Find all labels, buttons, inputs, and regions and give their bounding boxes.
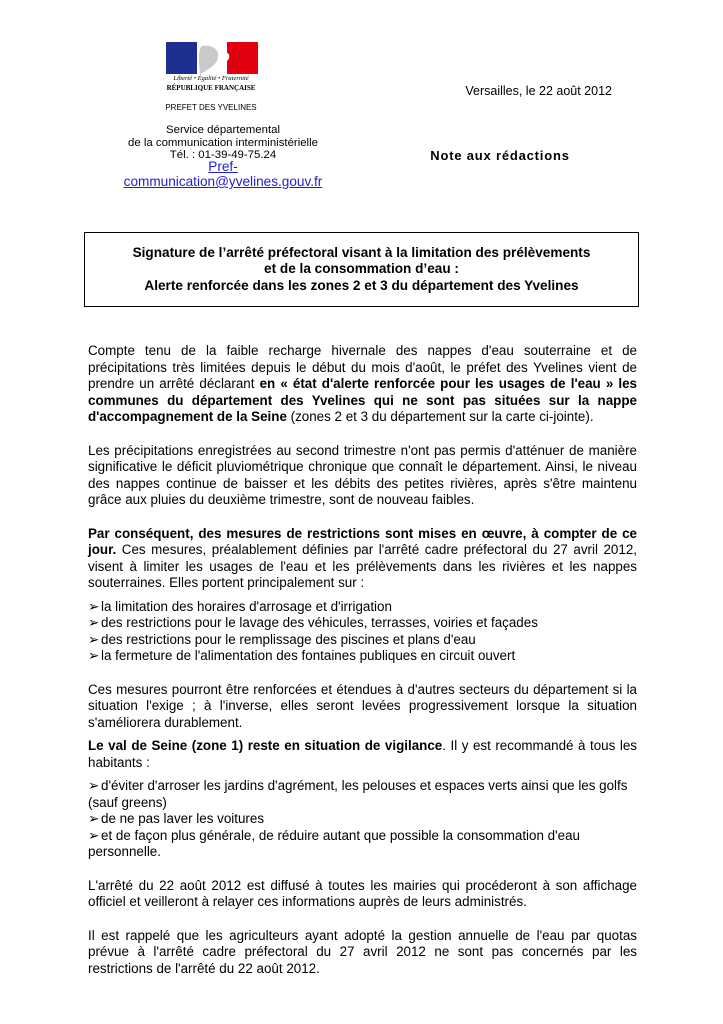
arrow-bullet-icon: ➢ [88,615,100,630]
p3-text: Ces mesures, préalablement définies par l'arrêté cadre préfectoral du 27 avril 2012, visent à limiter les usages de l'eau et les prélèvements dans les rivières et les nappes souterraines. Elles portent principalement sur : [88,542,637,590]
p1-text-end: (zones 2 et 3 du département sur la carte ci-jointe). [286,409,594,424]
paragraph-2: Les précipitations enregistrées au second trimestre n'ont pas permis d'atténuer de manière significative le déficit pluviométrique chronique que connaît le département. Ainsi, le niveau des nappes continue de baisser et les débits des petites rivières, après s'être maintenu grâce aux pluies du deuxième trimestre, sont de nouveau faibles. [88,442,637,507]
list-item: ➢ des restrictions pour le remplissage des piscines et plans d'eau [88,631,476,647]
p1-text: Compte tenu de la faible recharge hivernale des nappes d'eau souterraine et de précipitations très limitées depuis le début du mois d'août, le préfet des Yvelines vient de prendre un arrêté déclarant [88,343,637,391]
paragraph-7: Il est rappelé que les agriculteurs ayant adopté la gestion annuelle de l'eau par quotas prévue à l'arrêté cadre préfectoral du 27 avril 2012 ne sont pas concernés par les restrictions de l'arrêté du 22 août 2012. [88,927,637,976]
republic-name: RÉPUBLIQUE FRANÇAISE [166,84,256,92]
restrictions-list [88,599,637,665]
service-line-2: de la communication interministérielle [128,136,318,149]
list-item: ➢ la limitation des horaires d'arrosage et d'irrigation [88,598,392,614]
prefet-label: PREFET DES YVELINES [165,103,257,112]
list-item: ➢ des restrictions pour le lavage des véhicules, terrasses, voiries et façades [88,615,538,630]
paragraph-6: L'arrêté du 22 août 2012 est diffusé à toutes les mairies qui procéderont à son affichage officiel et veilleront à relayer ces informations auprès de leurs administrés. [88,877,637,909]
title-line-1: Signature de l’arrêté préfectoral visant à la limitation des prélèvements [132,244,591,260]
email-line-2: communication@yvelines.gouv.fr [123,174,323,189]
email-link[interactable] [124,159,323,189]
paragraph-3 [88,526,637,592]
document-date: Versailles, le 22 août 2012 [465,84,612,98]
arrow-bullet-icon: ➢ [88,811,100,826]
arrow-bullet-icon: ➢ [88,648,100,663]
paragraph-1 [88,343,637,426]
phone-number: Tél. : 01-39-49-75.24 [169,149,277,161]
note-label: Note aux rédactions [430,148,570,163]
email-block [80,159,366,189]
p3-bold: Par conséquent, des mesures de restrictions sont mises en œuvre, à compter de ce jour. [88,525,637,557]
list-item: ➢ et de façon plus générale, de réduire autant que possible la consommation d'eau personnelle. [88,827,580,859]
service-line-1: Service départemental [166,124,280,136]
title-line-3: Alerte renforcée dans les zones 2 et 3 du département des Yvelines [144,277,579,293]
paragraph-5 [88,738,637,771]
list-item: ➢ d'éviter d'arroser les jardins d'agrément, les pelouses et espaces verts ainsi que les golfs (sauf greens) [88,778,628,810]
email-line-1: Pref- [208,159,238,174]
list-item: ➢ de ne pas laver les voitures [88,811,265,826]
document-body [88,343,637,977]
arrow-bullet-icon: ➢ [88,598,100,614]
arrow-bullet-icon: ➢ [88,631,100,647]
list-item: ➢ la fermeture de l'alimentation des fontaines publiques en circuit ouvert [88,648,516,663]
title-box [84,232,639,307]
paragraph-4: Ces mesures pourront être renforcées et étendues à d'autres secteurs du département si la situation l'exige ; à l'inverse, elles seront levées progressivement lorsque la situation s'améliorera durablement. [88,681,637,730]
recommendations-list [88,778,637,861]
p5-text: . Il y est recommandé à tous les habitants : [88,738,637,770]
service-block [80,124,366,162]
arrow-bullet-icon: ➢ [88,827,100,843]
arrow-bullet-icon: ➢ [88,778,100,793]
p1-bold: en « état d'alerte renforcée pour les usages de l'eau » les communes du département des Yvelines qui ne sont pas situées sur la nappe d'accompagnement de la Seine [88,376,638,424]
republic-motto: Liberté • Égalité • Fraternité [173,75,249,82]
title-line-2: et de la consommation d’eau : [264,261,459,277]
p5-bold: Le val de Seine (zone 1) reste en situation de vigilance [88,738,443,753]
